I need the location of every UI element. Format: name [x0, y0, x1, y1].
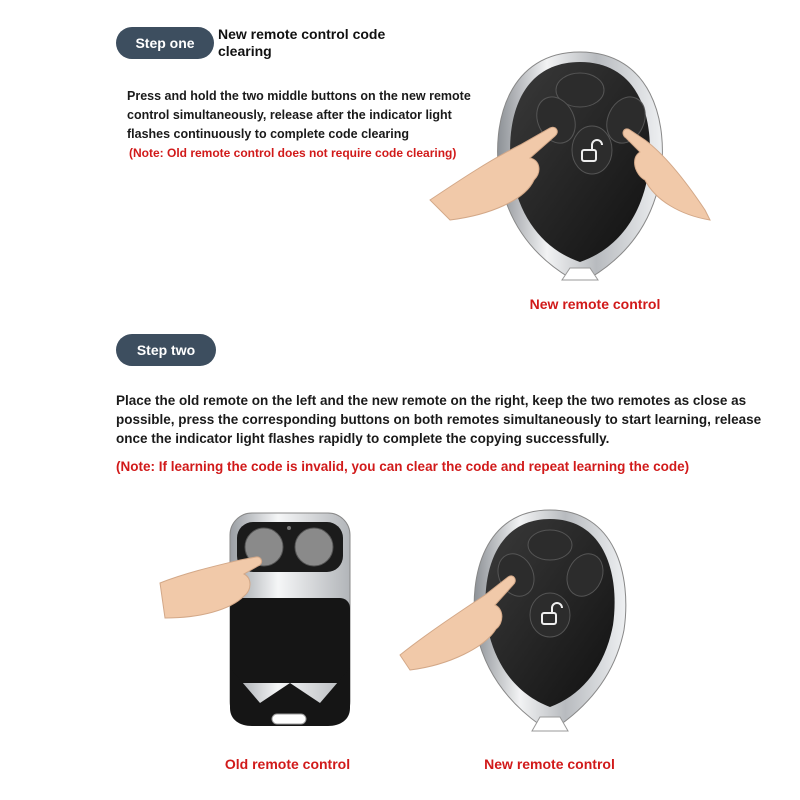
step-one-title: New remote control code clearing: [218, 26, 386, 59]
step-two-badge: Step two: [116, 334, 216, 366]
step-two-instructions: Place the old remote on the left and the new remote on the right, keep the two remotes as close as possible, press the corresponding buttons on both remotes simultaneously to start learning, release once the indicator light flashes rapidly to complete the copying successfully.: [116, 393, 762, 446]
step-one-badge: Step one: [116, 27, 214, 59]
step-one-instructions: Press and hold the two middle buttons on the new remote control simultaneously, release after the indicator light flashes continuously to complete code clearing: [127, 89, 471, 141]
step-one-caption: New remote control: [529, 296, 661, 312]
old-remote-illustration: [160, 508, 390, 738]
old-remote-caption: Old remote control: [224, 756, 351, 772]
new-remote-caption-step-two: New remote control: [484, 756, 615, 772]
step-two-note: (Note: If learning the code is invalid, you can clear the code and repeat learning the code): [116, 459, 690, 474]
new-remote-illustration-step-two: [400, 505, 650, 745]
new-remote-illustration-step-one: [430, 40, 720, 300]
step-one-note: (Note: Old remote control does not require code clearing): [129, 146, 457, 160]
